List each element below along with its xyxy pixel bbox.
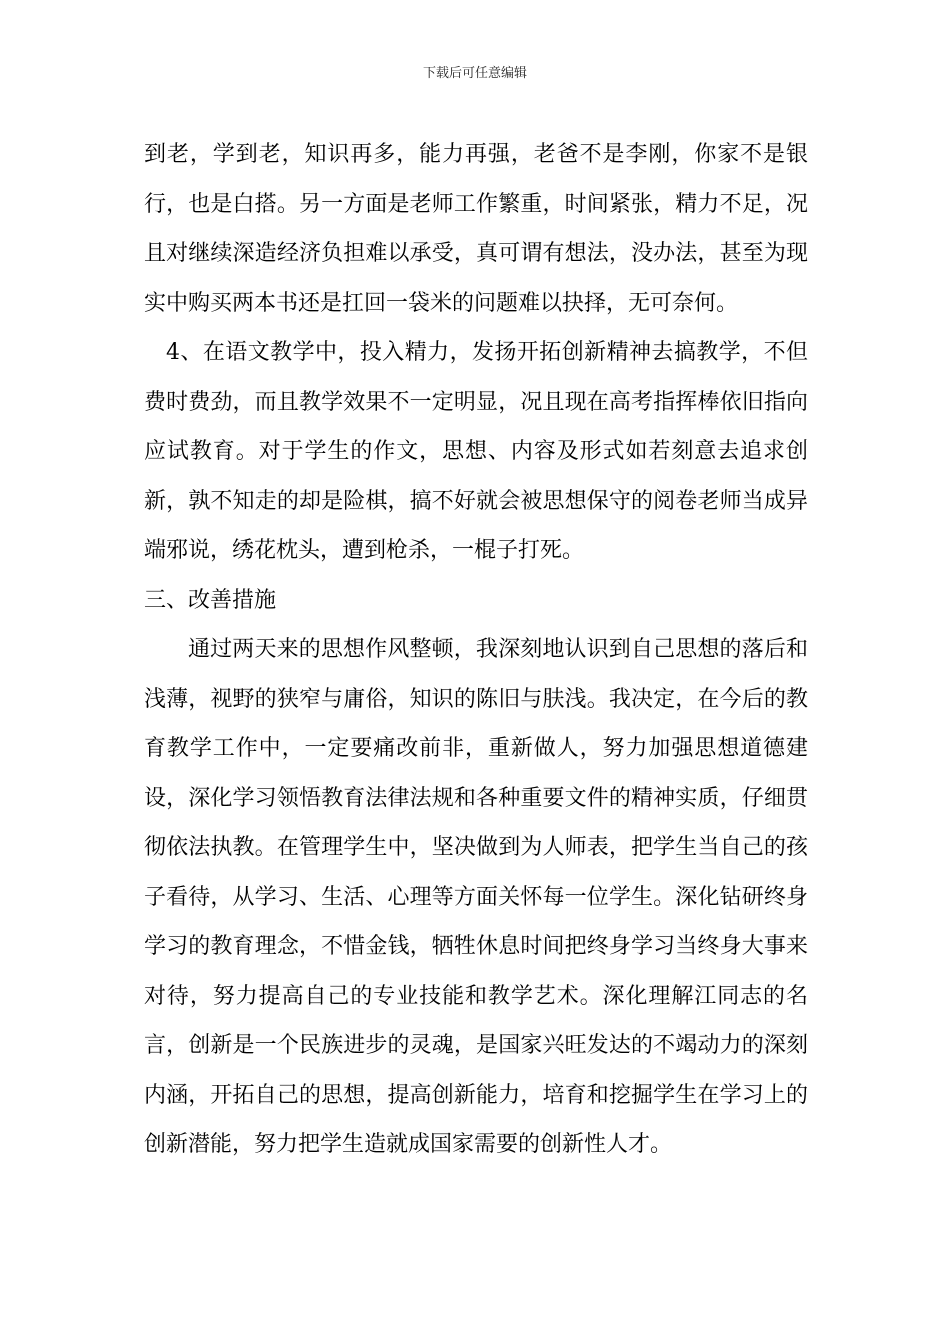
document-body — [144, 130, 808, 1170]
paragraph-item-4: 4、在语文教学中，投入精力，发扬开拓创新精神去搞教学，不但费时费劲，而且教学效果不一定明显，况且现在高考指挥棒依旧指向应试教育。对于学生的作文，思想、内容及形式如若刻意去追求创新，孰不知走的却是险棋，搞不好就会被思想保守的阅卷老师当成异端邪说，绣花枕头，遭到枪杀，一棍子打死。 — [144, 340, 808, 563]
paragraph-measures: 通过两天来的思想作风整顿，我深刻地认识到自己思想的落后和浅薄，视野的狭窄与庸俗，知识的陈旧与肤浅。我决定，在今后的教育教学工作中，一定要痛改前非，重新做人，努力加强思想道德建设，深化学习领悟教育法律法规和各种重要文件的精神实质，仔细贯彻依法执教。在管理学生中，坚决做到为人师表，把学生当自己的孩子看待，从学习、生活、心理等方面关怀每一位学生。深化钻研终身学习的教育理念，不惜金钱，牺牲休息时间把终身学习当终身大事来对待，努力提高自己的专业技能和教学艺术。深化理解江同志的名言，创新是一个民族进步的灵魂，是国家兴旺发达的不竭动力的深刻内涵，开拓自己的思想，提高创新能力，培育和挖掘学生在学习上的创新潜能，努力把学生造就成国家需要的创新性人才。 — [144, 637, 808, 1157]
paragraph-continued: 到老，学到老，知识再多，能力再强，老爸不是李刚，你家不是银行，也是白搭。另一方面是老师工作繁重，时间紧张，精力不足，况且对继续深造经济负担难以承受，真可谓有想法，没办法，甚至为现实中购买两本书还是扛回一袋米的问题难以抉择，无可奈何。 — [144, 142, 808, 316]
section-heading-3: 三、改善措施 — [144, 587, 277, 613]
page-header: 下载后可任意编辑 — [422, 66, 527, 81]
